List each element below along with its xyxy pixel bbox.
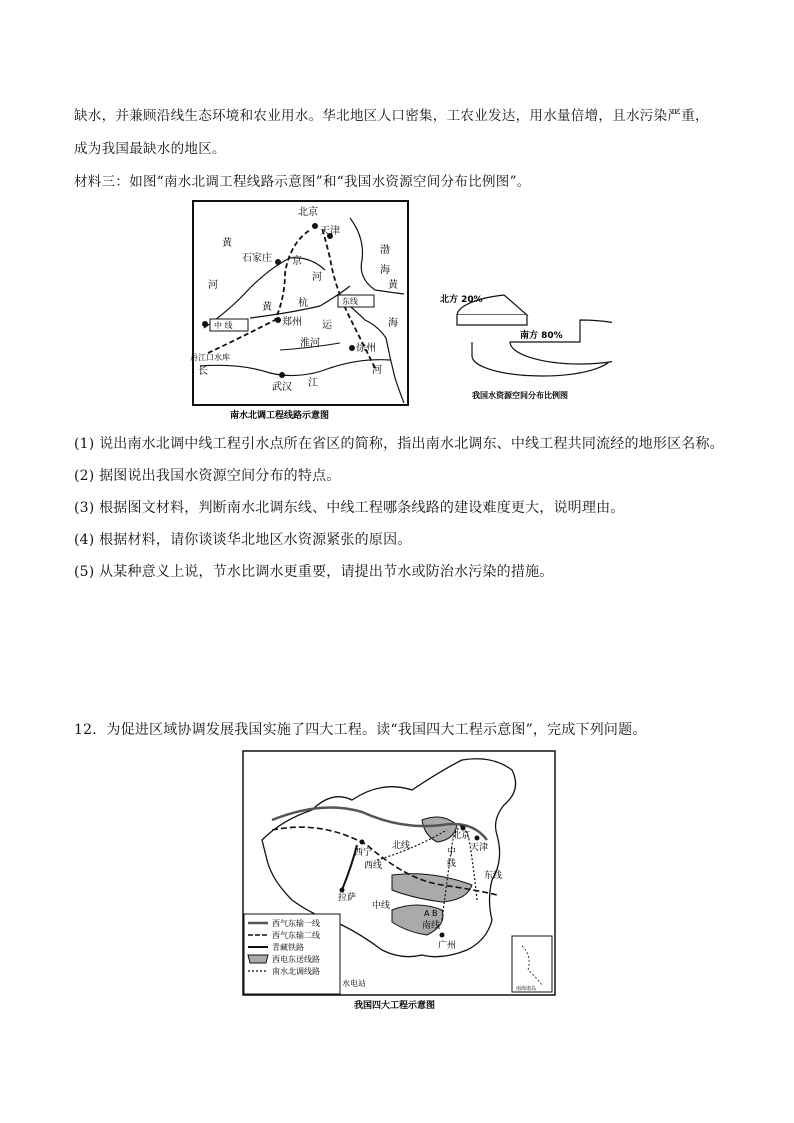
- map2-caption: 我国四大工程示意图: [354, 1001, 436, 1011]
- material-three-heading: 材料三：如图“南水北调工程线路示意图”和“我国水资源空间分布比例图”。: [74, 174, 531, 190]
- map1-caption: 南水北调工程线路示意图: [230, 411, 330, 421]
- map1-label-jing: 京: [292, 256, 302, 267]
- map1-label-he-canal: 河: [372, 365, 382, 376]
- map1-label-danjiangkou: 丹江口水库: [190, 353, 230, 362]
- four-projects-map: [242, 750, 556, 1018]
- question-2: (2) 据图说出我国水资源空间分布的特点。: [74, 468, 341, 484]
- map1-label-huang-right: 黄: [388, 280, 398, 291]
- map1-label-hai-right: 海: [388, 318, 398, 329]
- map1-label-wuhan: 武汉: [272, 382, 292, 393]
- map1-label-hai: 海: [380, 265, 390, 276]
- map1-label-chang: 长: [198, 366, 208, 377]
- map1-label-huaihe: 淮河: [300, 338, 320, 349]
- map1-label-tianjin: 天津: [320, 226, 340, 237]
- paragraph-line-1: 缺水，并兼顾沿线生态环境和农业用水。华北地区人口密集，工农业发达，用水量倍增，且水污染严重，: [74, 108, 709, 124]
- legend-item-gas-1: 西气东输一线: [272, 919, 320, 928]
- map1-label-huang-mid: 黄: [262, 302, 272, 313]
- map2-label-guangzhou: 广州: [438, 941, 457, 951]
- map1-label-jiang: 江: [308, 378, 318, 389]
- pie-caption: 我国水资源空间分布比例图: [472, 391, 568, 400]
- map2-inset-label: 南海诸岛: [516, 986, 537, 992]
- pie-north-label: 北方 20%: [440, 295, 483, 305]
- map2-label-zhongxian: 中线: [372, 901, 391, 911]
- map1-label-shijiazhuang: 石家庄: [242, 253, 272, 264]
- map2-label-xi-line: 西线: [364, 861, 383, 871]
- map2-label-zhong-b: 线: [447, 859, 457, 869]
- legend-item-power: 西电东送线路: [272, 955, 320, 964]
- question-5: (5) 从某种意义上说，节水比调水更重要，请提出节水或防治水污染的措施。: [74, 564, 554, 580]
- map1-label-yun: 运: [322, 320, 332, 331]
- legend-item-hydropower: 水电站: [342, 979, 366, 988]
- legend-item-water: 南水北调线路: [272, 967, 320, 976]
- map1-label-he-river: 河: [312, 272, 322, 283]
- map2-label-south-line: 南线: [422, 921, 441, 931]
- map1-label-xuzhou: 徐州: [356, 343, 376, 354]
- map1-label-zhengzhou: 郑州: [282, 317, 302, 328]
- map2-label-beijing: 北京: [452, 831, 471, 841]
- question-1: (1) 说出南水北调中线工程引水点所在省区的简称，指出南水北调东、中线工程共同流经的地形区名称。: [74, 436, 724, 452]
- legend-item-railway: 青藏铁路: [272, 943, 304, 952]
- map2-label-xining: 西宁: [354, 848, 373, 858]
- legend-item-gas-2: 西气东输二线: [272, 931, 320, 940]
- map2-label-east-line: 东线: [484, 871, 503, 881]
- map1-label-he-left: 河: [208, 280, 218, 291]
- map1-label-hang: 杭: [298, 298, 308, 309]
- map2-label-ab: A B: [424, 909, 438, 918]
- map1-label-zhong-line: 中 线: [214, 321, 233, 330]
- map1-label-beijing: 北京: [298, 207, 318, 218]
- map1-label-huang-left: 黄: [222, 238, 232, 249]
- water-distribution-pie: [432, 270, 612, 414]
- pie-south-label: 南方 80%: [520, 331, 563, 341]
- paragraph-line-2: 成为我国最缺水的地区。: [74, 141, 226, 157]
- map2-label-north-line: 北线: [392, 841, 411, 851]
- map1-label-dong-line: 东线: [342, 297, 358, 306]
- south-north-water-map: [190, 198, 412, 434]
- map2-label-lhasa: 拉萨: [338, 893, 357, 903]
- question-4: (4) 根据材料，请你谈谈华北地区水资源紧张的原因。: [74, 532, 412, 548]
- map1-label-bo: 渤: [380, 245, 390, 256]
- map2-label-tianjin: 天津: [470, 843, 489, 853]
- map2-label-zhong-a: 中: [447, 847, 457, 857]
- question-3: (3) 根据图文材料，判断南水北调东线、中线工程哪条线路的建设难度更大，说明理由。: [74, 500, 625, 516]
- question-12-heading: 12．为促进区域协调发展我国实施了四大工程。读“我国四大工程示意图”，完成下列问题。: [74, 722, 647, 738]
